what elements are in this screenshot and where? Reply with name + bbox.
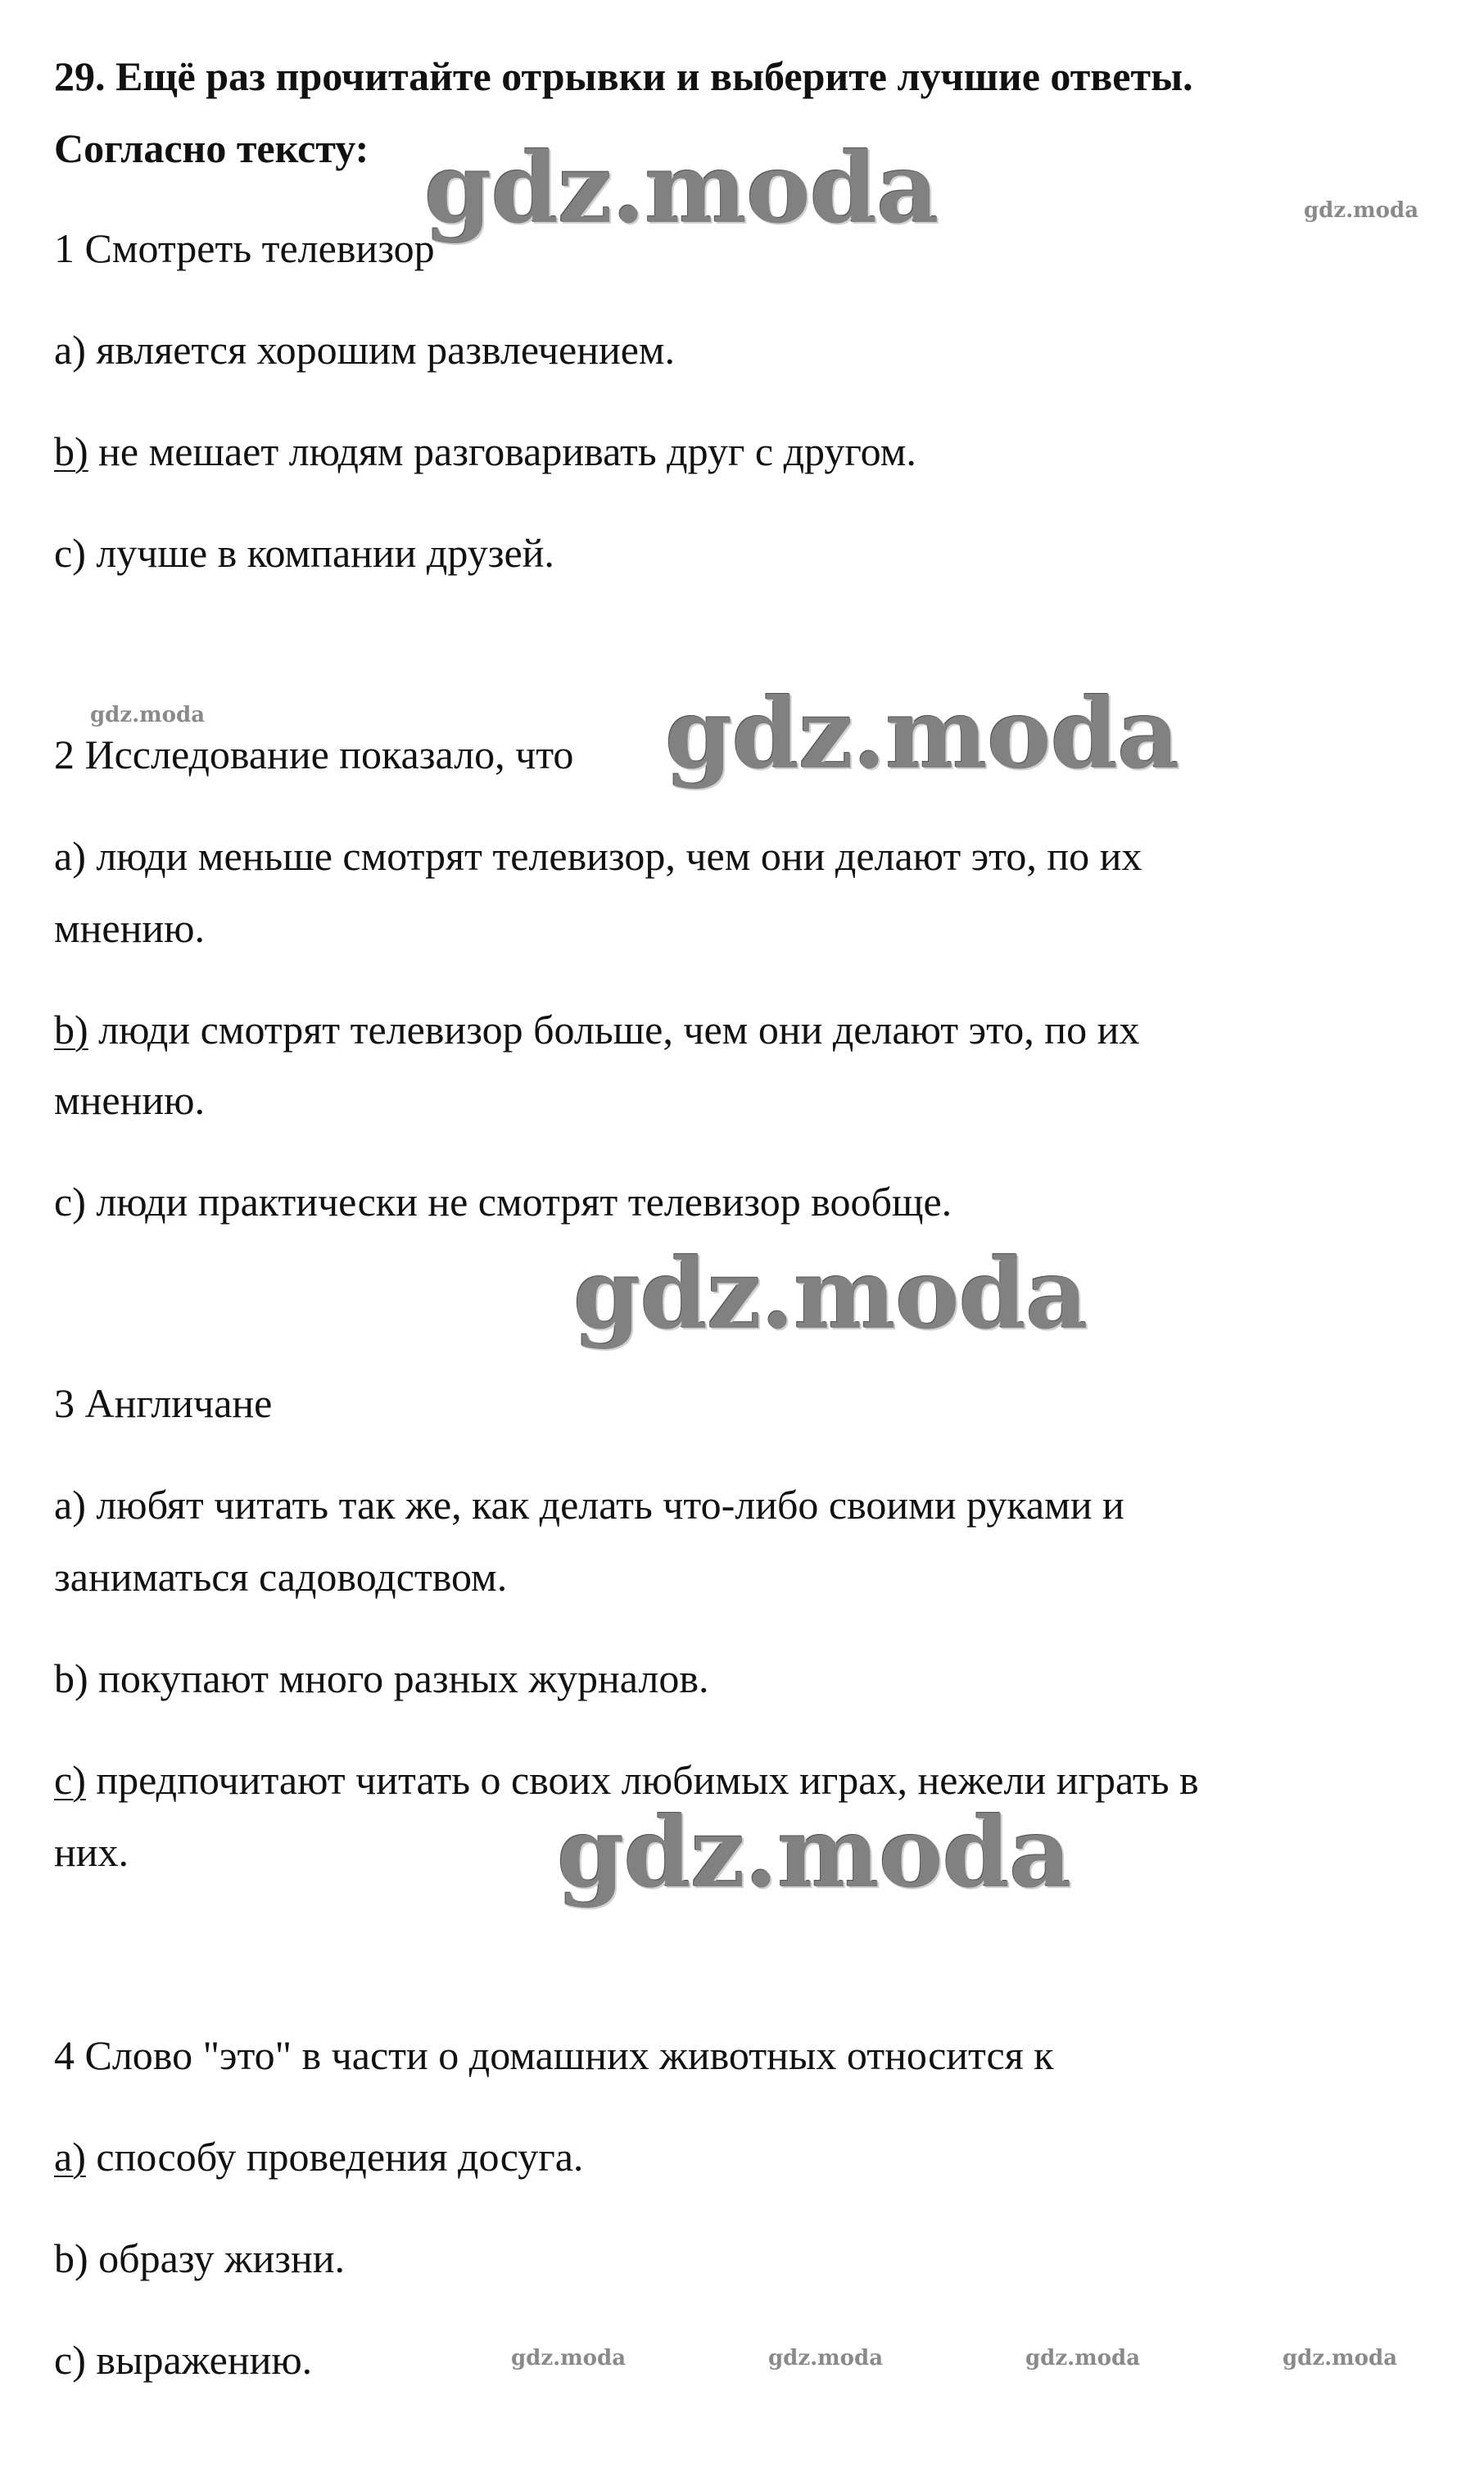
exercise-title: 29. Ещё раз прочитайте отрывки и выберите лучшие ответы.: [54, 53, 1193, 99]
watermark-large: gdz.moda: [665, 677, 1179, 790]
option-marker: b): [54, 1655, 88, 1701]
question-1-option-b: [54, 428, 916, 475]
question-4-option-b: [54, 2235, 345, 2282]
question-3-option-b: [54, 1655, 708, 1702]
option-text: образу жизни.: [88, 2235, 346, 2281]
question-1-option-a: [54, 326, 675, 374]
question-2-prompt: 2 Исследование показало, что: [54, 731, 574, 777]
option-text: покупают много разных журналов.: [88, 1655, 709, 1701]
watermark-large: gdz.moda: [573, 1237, 1088, 1351]
question-1-option-c: [54, 529, 554, 577]
option-text: люди практически не смотрят телевизор вообще.: [85, 1179, 952, 1225]
watermark-small: gdz.moda: [1304, 198, 1419, 223]
option-marker: c): [54, 2337, 86, 2383]
watermark-small: gdz.moda: [90, 703, 206, 727]
question-3-prompt: 3 Англичане: [54, 1380, 273, 1426]
option-text: люди меньше смотрят телевизор, чем они делают это, по их: [85, 833, 1142, 879]
option-text: является хорошим развлечением.: [85, 327, 676, 373]
question-2-option-b-cont: мнению.: [54, 1077, 205, 1123]
watermark-large: gdz.moda: [557, 1795, 1071, 1909]
option-text: выражению.: [85, 2337, 313, 2383]
option-marker-selected: a): [54, 2134, 86, 2180]
option-marker: c): [54, 530, 86, 576]
question-4-option-c: [54, 2336, 312, 2384]
option-text: предпочитают читать о своих любимых играх, нежели играть в: [85, 1757, 1199, 1803]
question-2-option-b: [54, 1006, 1139, 1053]
option-text: любят читать так же, как делать что-либо своими руками и: [85, 1482, 1124, 1528]
option-text: не мешает людям разговаривать друг с другом.: [88, 428, 916, 474]
watermark-small: gdz.moda: [1283, 2346, 1398, 2371]
question-2-option-a: [54, 832, 1142, 880]
question-1-prompt: 1 Смотреть телевизор: [54, 225, 435, 271]
question-3-option-c-cont: них.: [54, 1829, 129, 1875]
watermark-small: gdz.moda: [768, 2346, 884, 2371]
question-2-option-c: [54, 1178, 952, 1225]
option-text: лучше в компании друзей.: [85, 530, 554, 576]
option-marker-selected: b): [54, 428, 88, 474]
option-marker: c): [54, 1179, 86, 1225]
exercise-subtitle: Согласно тексту:: [54, 125, 369, 171]
question-4-option-a: [54, 2133, 583, 2180]
option-marker-selected: b): [54, 1007, 88, 1053]
question-3-option-a: [54, 1481, 1124, 1528]
watermark-small: gdz.moda: [511, 2346, 627, 2371]
option-marker: a): [54, 1482, 86, 1528]
option-marker: a): [54, 833, 86, 879]
question-3-option-a-cont: заниматься садоводством.: [54, 1554, 508, 1600]
watermark-small: gdz.moda: [1025, 2346, 1141, 2371]
option-text: люди смотрят телевизор больше, чем они делают это, по их: [88, 1007, 1140, 1053]
option-text: способу проведения досуга.: [85, 2134, 584, 2180]
option-marker: a): [54, 327, 86, 373]
question-4-prompt: 4 Слово "это" в части о домашних животных относится к: [54, 2032, 1054, 2078]
watermark-large: gdz.moda: [424, 131, 939, 245]
option-marker: b): [54, 2235, 88, 2281]
option-marker-selected: c): [54, 1757, 86, 1803]
question-2-option-a-cont: мнению.: [54, 905, 205, 951]
